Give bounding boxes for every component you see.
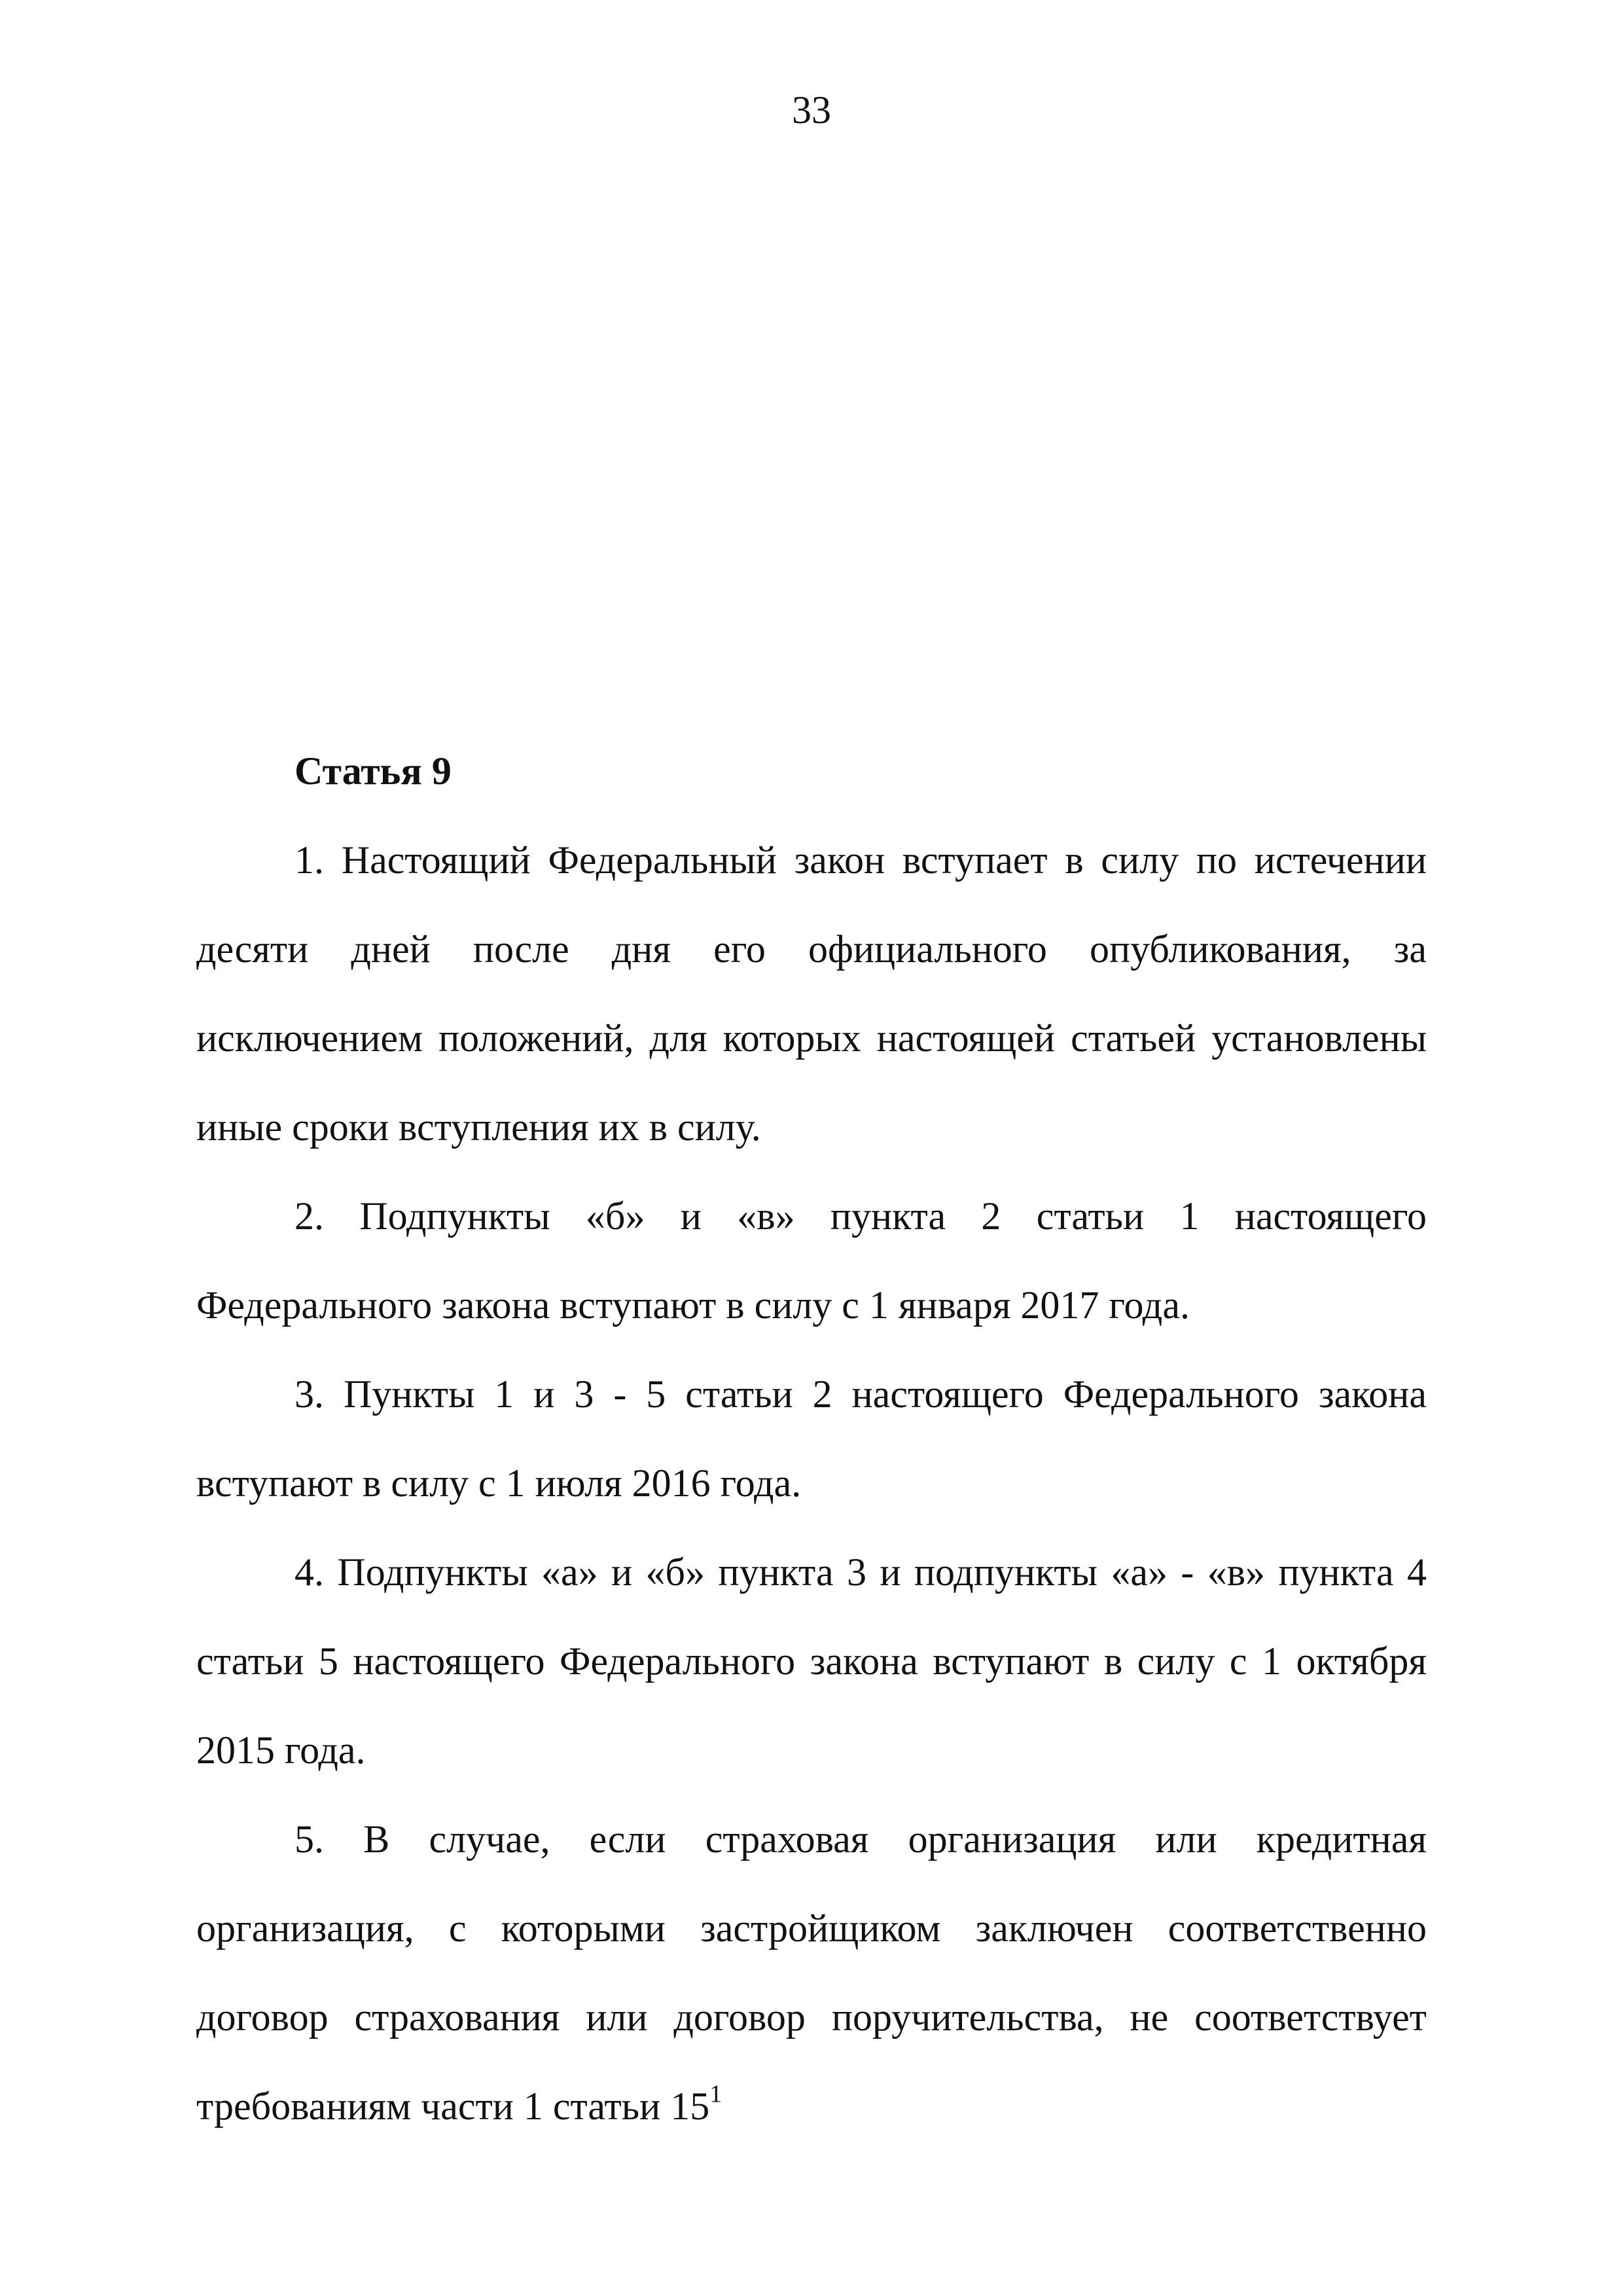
paragraph-2: 2. Подпункты «б» и «в» пункта 2 статьи 1 настоящего Федерального закона вступают в силу с 1 января 2017 года. [196, 1194, 1427, 1327]
paragraph-5-text: 5. В случае, если страховая организация или кредитная организация, с которыми застройщиком заключен соответственно договор страхования или договор поручительства, не соответствует требованиям части 1 статьи 15 [196, 1818, 1427, 2128]
paragraph-1: 1. Настоящий Федеральный закон вступает в силу по истечении десяти дней после дня его официального опубликования, за исключением положений, для которых настоящей статьей установлены иные сроки вступления их в силу. [196, 838, 1427, 1149]
document-body [196, 726, 1427, 2151]
paragraph-3: 3. Пункты 1 и 3 - 5 статьи 2 настоящего Федерального закона вступают в силу с 1 июля 2016 года. [196, 1372, 1427, 1505]
article-title: Статья 9 [294, 749, 452, 793]
paragraph-5 [196, 1795, 1427, 2151]
page-number: 33 [792, 88, 831, 132]
superscript-marker: 1 [709, 2080, 722, 2108]
paragraph-4: 4. Подпункты «а» и «б» пункта 3 и подпункты «а» - «в» пункта 4 статьи 5 настоящего Федерального закона вступают в силу с 1 октября 2015 года. [196, 1551, 1427, 1772]
